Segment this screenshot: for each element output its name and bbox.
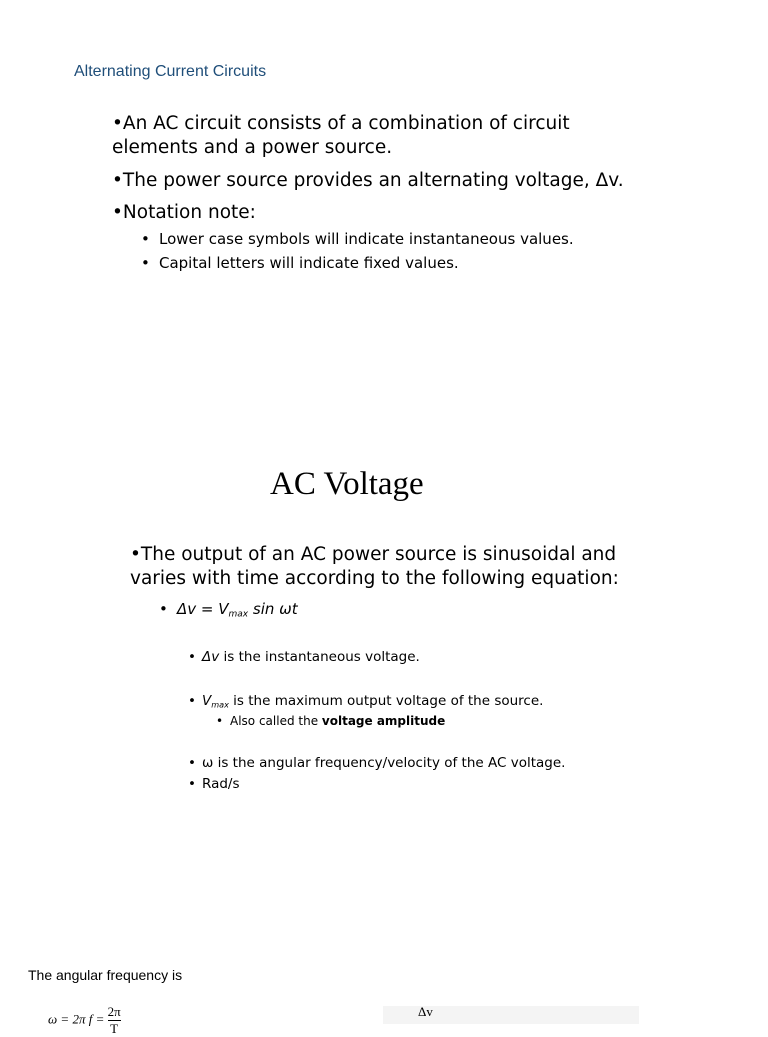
slide2-intro — [130, 543, 619, 591]
bullet-power-source: •The power source provides an alternating voltage, Δv. — [112, 170, 624, 191]
bullet-notation-note: •Notation note: — [112, 202, 256, 223]
item-instantaneous-voltage: • Δv is the instantaneous voltage. — [188, 646, 420, 668]
slide2-intro-line2: varies with time according to the following equation: — [130, 568, 619, 589]
sub-bullet-lowercase: • Lower case symbols will indicate instantaneous values. — [141, 227, 574, 251]
item-max-voltage: • $V_{max}$ is the maximum output voltage of the source. — [188, 690, 543, 715]
sub-bullet-capital: • Capital letters will indicate fixed values. — [141, 251, 459, 275]
bullet-dot: • — [141, 254, 150, 272]
bullet-dot: • — [188, 649, 196, 665]
delta-v-symbol: Δv — [418, 1004, 433, 1019]
bullet-ac-circuit — [112, 112, 570, 160]
item-voltage-amplitude: • Also called the voltage amplitude — [216, 714, 446, 728]
bullet-ac-circuit-line1: •An AC circuit consists of a combination of circuit — [112, 113, 570, 134]
bullet-dot: • — [216, 714, 224, 728]
slide2-title: AC Voltage — [270, 466, 424, 502]
bullet-dot: • — [188, 776, 196, 792]
bullet-dot: • — [188, 693, 196, 709]
angular-frequency-label: The angular frequency is — [28, 967, 183, 983]
item-rad-per-s: • Rad/s — [188, 773, 240, 795]
slide1-header: Alternating Current Circuits — [74, 63, 267, 80]
bullet-dot: • — [188, 755, 196, 771]
voltage-equation: • $\Delta v = V_{max}$ sin ωt — [159, 597, 298, 627]
item-angular-frequency: • ω is the angular frequency/velocity of the AC voltage. — [188, 752, 565, 774]
bullet-dot: • — [141, 230, 150, 248]
bullet-dot: • — [159, 600, 168, 618]
bullet-ac-circuit-line2: elements and a power source. — [112, 137, 393, 158]
angular-frequency-formula: ω = 2π f = $\frac{2\pi}{T}$ — [48, 1004, 121, 1036]
slide2-intro-line1: •The output of an AC power source is sinusoidal and — [130, 544, 617, 565]
formula-fraction: $\frac{2\pi}{T}$ — [107, 1004, 121, 1036]
